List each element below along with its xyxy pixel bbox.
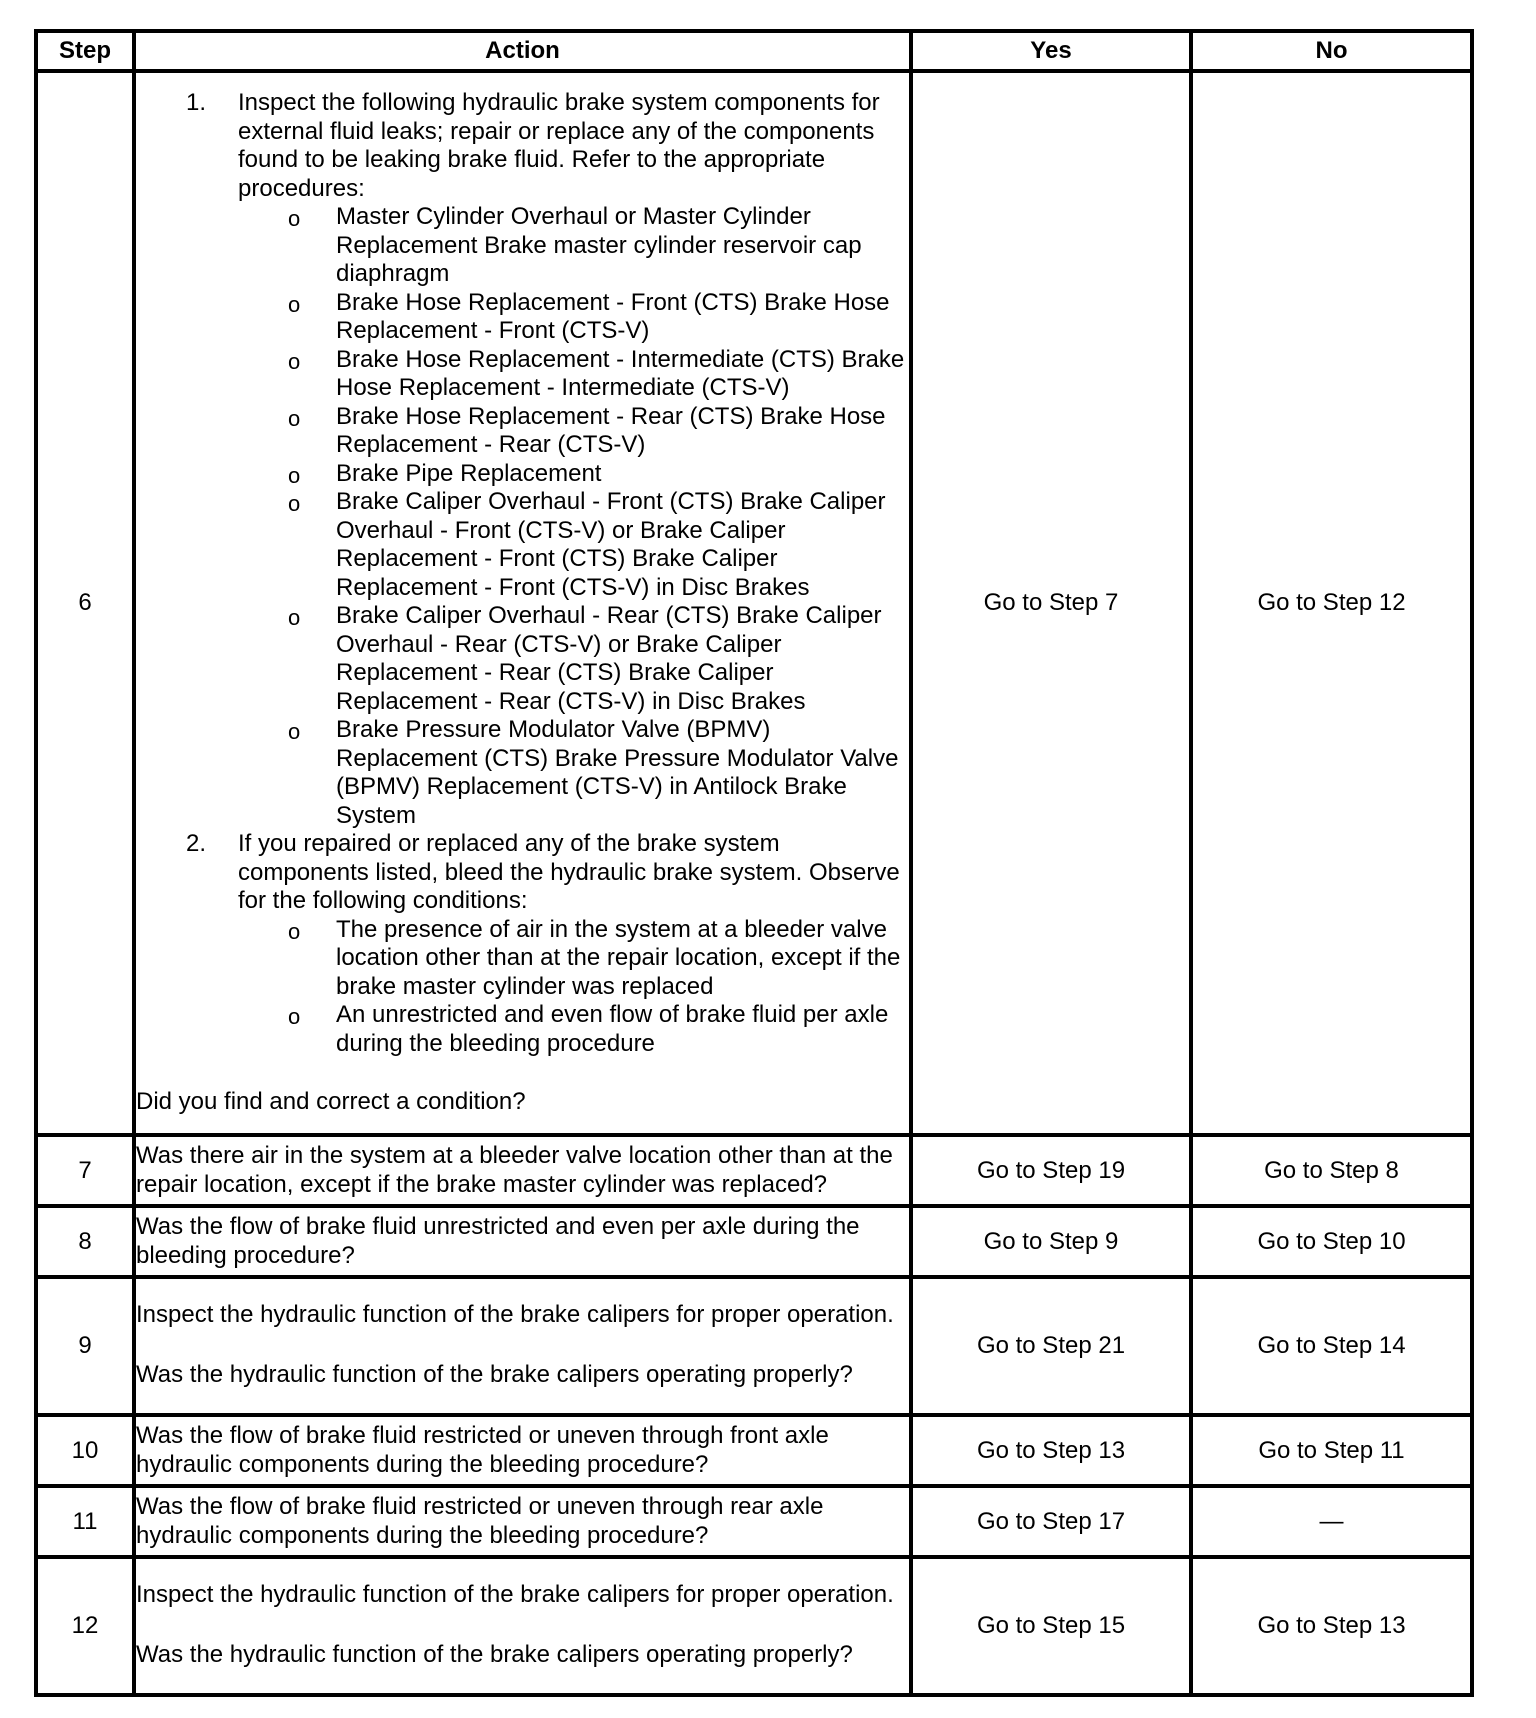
bullet-icon: o — [288, 719, 301, 745]
step-question: Was the flow of brake fluid unrestricted and even per axle during the bleeding procedure? — [136, 1213, 860, 1269]
action-cell — [134, 71, 911, 1135]
no-cell: Go to Step 10 — [1191, 1206, 1472, 1277]
list-item — [136, 602, 909, 716]
step-number: 11 — [36, 1486, 134, 1557]
no-cell: Go to Step 11 — [1191, 1415, 1472, 1486]
bullet-icon: o — [288, 462, 301, 488]
header-row — [36, 31, 1472, 71]
yes-cell: Go to Step 17 — [911, 1486, 1191, 1557]
table-row — [36, 1415, 1472, 1486]
action-cell — [134, 1135, 911, 1206]
item-number: 2. — [186, 830, 207, 858]
numbered-item — [136, 89, 909, 203]
action-cell — [134, 1486, 911, 1557]
yes-cell: Go to Step 21 — [911, 1277, 1191, 1415]
no-cell: — — [1191, 1486, 1472, 1557]
bullet-icon: o — [288, 1004, 301, 1030]
list-item — [136, 916, 909, 1002]
step-question: Was the flow of brake fluid restricted or uneven through rear axle hydraulic components during the bleeding procedure? — [136, 1493, 824, 1549]
step-number: 7 — [36, 1135, 134, 1206]
list-item-text: Brake Caliper Overhaul - Rear (CTS) Brake Caliper Overhaul - Rear (CTS-V) or Brake Caliper Replacement - Rear (CTS) Brake Caliper Replacement - Rear (CTS-V) in Disc Brakes — [336, 602, 882, 715]
bullet-icon: o — [288, 291, 301, 317]
step-number: 8 — [36, 1206, 134, 1277]
list-item-text: Brake Pipe Replacement — [336, 459, 602, 487]
yes-cell: Go to Step 7 — [911, 71, 1191, 1135]
bullet-icon: o — [288, 405, 301, 431]
header-no: No — [1191, 31, 1472, 71]
bullet-icon: o — [288, 605, 301, 631]
list-item-text: An unrestricted and even flow of brake fluid per axle during the bleeding procedure — [336, 1001, 889, 1057]
step-question: Was the hydraulic function of the brake calipers operating properly? — [136, 1360, 853, 1388]
action-cell — [134, 1415, 911, 1486]
step-question: Was there air in the system at a bleeder valve location other than at the repair location, except if the brake master cylinder was replaced? — [136, 1142, 893, 1198]
diagnostic-table — [34, 29, 1474, 1697]
table-row — [36, 1557, 1472, 1695]
header-step: Step — [36, 31, 134, 71]
list-item-text: Brake Pressure Modulator Valve (BPMV) Replacement (CTS) Brake Pressure Modulator Valve (BPMV) Replacement (CTS-V) in Antilock Brake System — [336, 716, 899, 829]
list-item — [136, 488, 909, 602]
step-question: Was the flow of brake fluid restricted or uneven through front axle hydraulic components during the bleeding procedure? — [136, 1422, 829, 1478]
yes-cell: Go to Step 13 — [911, 1415, 1191, 1486]
step-question: Was the hydraulic function of the brake calipers operating properly? — [136, 1640, 853, 1668]
table-row — [36, 1486, 1472, 1557]
list-item-text: Brake Hose Replacement - Intermediate (CTS) Brake Hose Replacement - Intermediate (CTS-V) — [336, 345, 905, 402]
list-item — [136, 1001, 909, 1058]
item-number: 1. — [186, 89, 207, 117]
step-number: 6 — [36, 71, 134, 1135]
no-cell: Go to Step 14 — [1191, 1277, 1472, 1415]
yes-cell: Go to Step 19 — [911, 1135, 1191, 1206]
list-item — [136, 403, 909, 460]
list-item — [136, 460, 909, 489]
table-row — [36, 1135, 1472, 1206]
yes-cell: Go to Step 9 — [911, 1206, 1191, 1277]
item-text: Inspect the following hydraulic brake system components for external fluid leaks; repair or replace any of the components found to be leaking brake fluid. Refer to the appropriate procedures: — [238, 89, 880, 202]
numbered-item — [136, 830, 909, 916]
no-cell: Go to Step 13 — [1191, 1557, 1472, 1695]
no-cell: Go to Step 12 — [1191, 71, 1472, 1135]
table-row — [36, 71, 1472, 1135]
bullet-icon: o — [288, 491, 301, 517]
header-yes: Yes — [911, 31, 1191, 71]
list-item-text: The presence of air in the system at a bleeder valve location other than at the repair location, except if the brake master cylinder was replaced — [336, 915, 901, 1000]
bullet-icon: o — [288, 348, 301, 374]
step-question: Did you find and correct a condition? — [136, 1088, 526, 1116]
list-item-text: Brake Caliper Overhaul - Front (CTS) Brake Caliper Overhaul - Front (CTS-V) or Brake Caliper Replacement - Front (CTS) Brake Caliper Replacement - Front (CTS-V) in Disc Brakes — [336, 488, 886, 601]
step-instruction: Inspect the hydraulic function of the brake calipers for proper operation. — [136, 1581, 894, 1608]
yes-cell: Go to Step 15 — [911, 1557, 1191, 1695]
action-cell — [134, 1277, 911, 1415]
step-number: 12 — [36, 1557, 134, 1695]
header-action: Action — [134, 31, 911, 71]
list-item — [136, 716, 909, 830]
list-item — [136, 346, 909, 403]
step-number: 10 — [36, 1415, 134, 1486]
no-cell: Go to Step 8 — [1191, 1135, 1472, 1206]
step-instruction: Inspect the hydraulic function of the brake calipers for proper operation. — [136, 1301, 894, 1328]
list-item-text: Master Cylinder Overhaul or Master Cylinder Replacement Brake master cylinder reservoir cap diaphragm — [336, 203, 862, 288]
table-row — [36, 1277, 1472, 1415]
list-item-text: Brake Hose Replacement - Front (CTS) Brake Hose Replacement - Front (CTS-V) — [336, 288, 890, 345]
table-row — [36, 1206, 1472, 1277]
list-item — [136, 289, 909, 346]
bullet-icon: o — [288, 918, 301, 944]
list-item — [136, 203, 909, 289]
action-cell — [134, 1557, 911, 1695]
step-number: 9 — [36, 1277, 134, 1415]
item-text: If you repaired or replaced any of the brake system components listed, bleed the hydraulic brake system. Observe for the following conditions: — [238, 830, 900, 915]
action-cell — [134, 1206, 911, 1277]
bullet-icon: o — [288, 206, 301, 232]
list-item-text: Brake Hose Replacement - Rear (CTS) Brake Hose Replacement - Rear (CTS-V) — [336, 402, 886, 459]
